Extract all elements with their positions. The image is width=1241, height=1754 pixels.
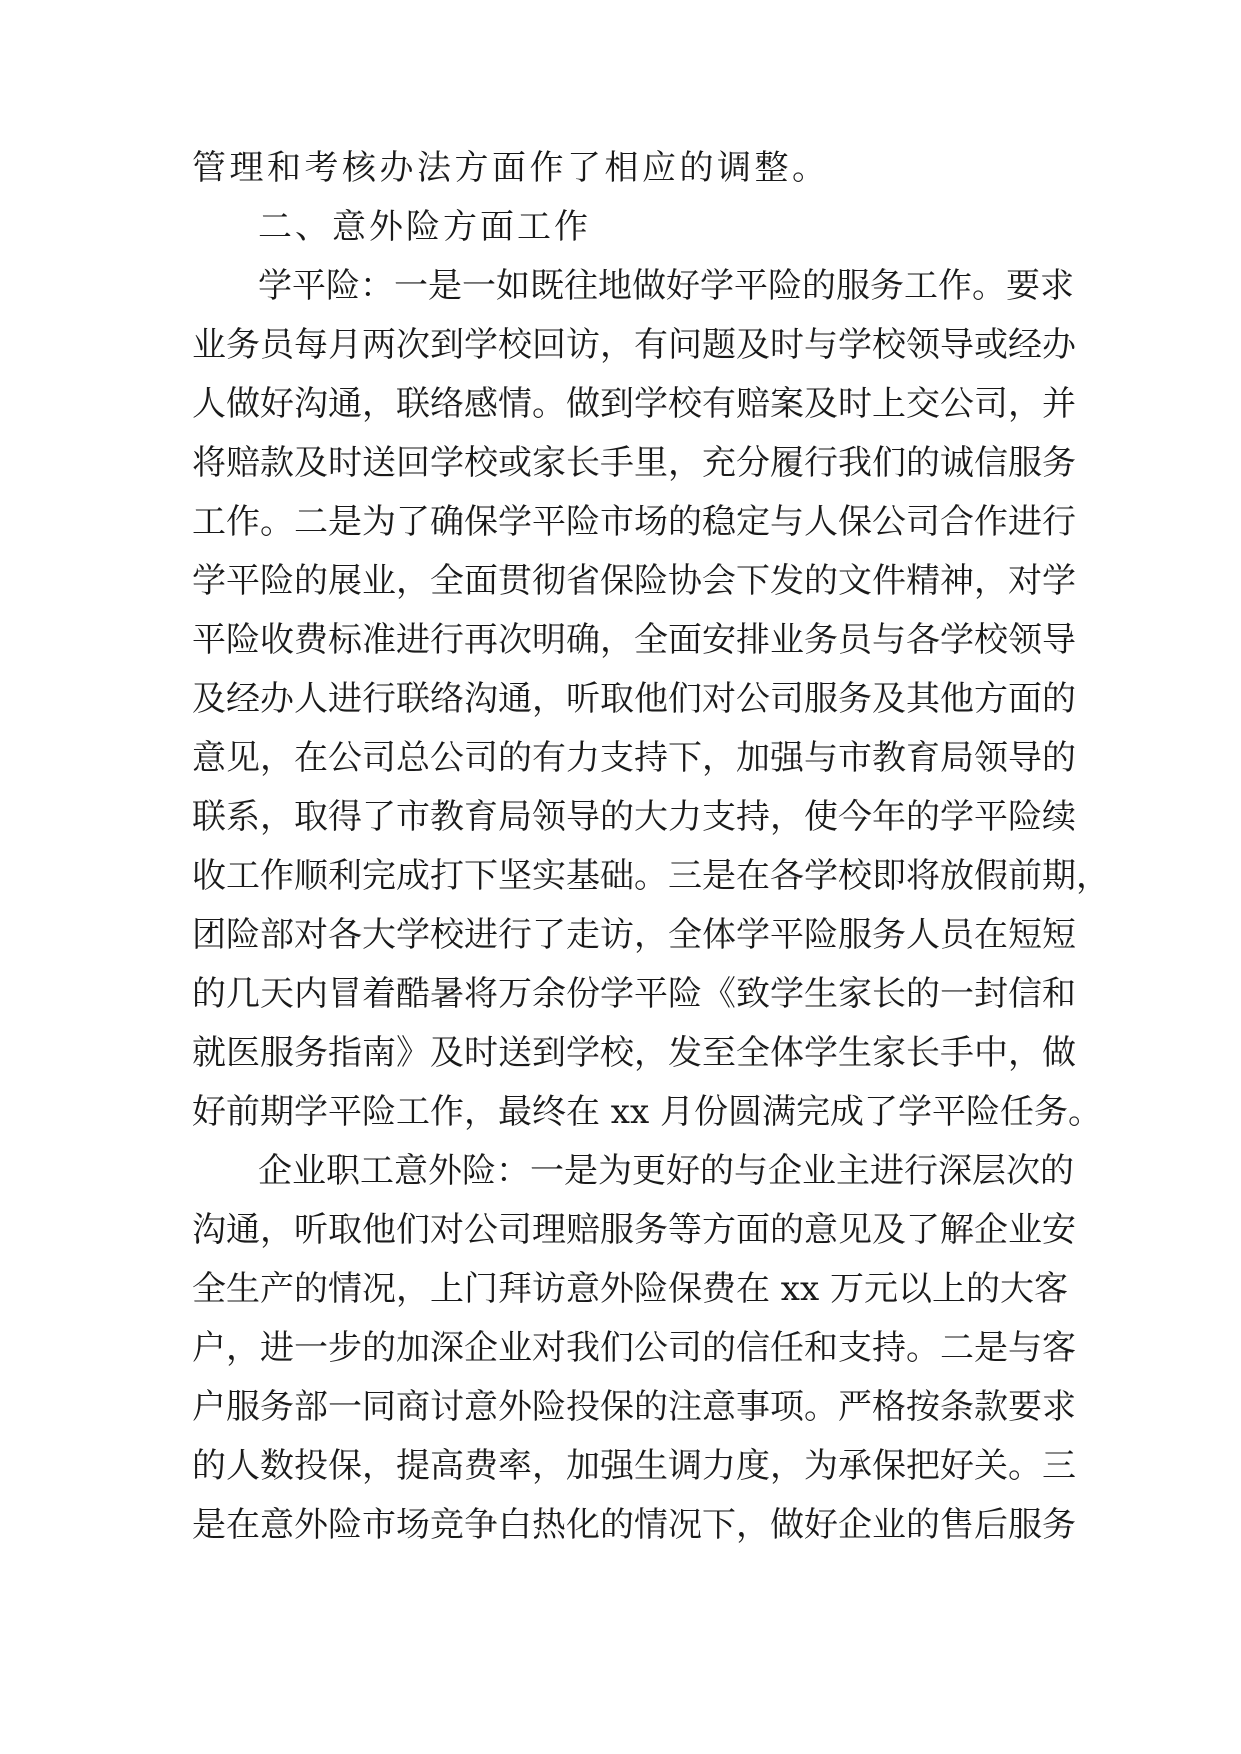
text-line: 业务员每月两次到学校回访，有问题及时与学校领导或经办 <box>192 325 1076 365</box>
text-line: 团险部对各大学校进行了走访，全体学平险服务人员在短短 <box>192 915 1076 955</box>
text-line: 是在意外险市场竞争白热化的情况下，做好企业的售后服务 <box>192 1505 1076 1545</box>
text-line: 全生产的情况，上门拜访意外险保费在 xx 万元以上的大客 <box>192 1269 1068 1309</box>
text-line: 收工作顺利完成打下坚实基础。三是在各学校即将放假前期， <box>192 856 1110 896</box>
document-body <box>192 148 1110 1567</box>
section-heading: 二、意外险方面工作 <box>258 207 591 247</box>
text-line: 学平险的展业，全面贯彻省保险协会下发的文件精神，对学 <box>192 561 1076 601</box>
text-line: 好前期学平险工作，最终在 xx 月份圆满完成了学平险任务。 <box>192 1092 1102 1132</box>
text-line: 就医服务指南》及时送到学校，发至全体学生家长手中，做 <box>192 1033 1076 1073</box>
text-line: 将赔款及时送回学校或家长手里，充分履行我们的诚信服务 <box>192 443 1076 483</box>
text-line: 工作。二是为了确保学平险市场的稳定与人保公司合作进行 <box>192 502 1076 542</box>
text-line: 的几天内冒着酷暑将万余份学平险《致学生家长的一封信和 <box>192 974 1076 1014</box>
text-line: 意见，在公司总公司的有力支持下，加强与市教育局领导的 <box>192 738 1076 778</box>
paragraph-first-line: 学平险：一是一如既往地做好学平险的服务工作。要求 <box>258 266 1074 306</box>
text-line: 及经办人进行联络沟通，听取他们对公司服务及其他方面的 <box>192 679 1076 719</box>
text-line: 平险收费标准进行再次明确，全面安排业务员与各学校领导 <box>192 620 1076 660</box>
text-line: 沟通，听取他们对公司理赔服务等方面的意见及了解企业安 <box>192 1210 1076 1250</box>
text-line: 人做好沟通，联络感情。做到学校有赔案及时上交公司，并 <box>192 384 1076 424</box>
text-line: 的人数投保，提高费率，加强生调力度，为承保把好关。三 <box>192 1446 1076 1486</box>
text-line: 联系，取得了市教育局领导的大力支持，使今年的学平险续 <box>192 797 1076 837</box>
paragraph-first-line: 企业职工意外险：一是为更好的与企业主进行深层次的 <box>258 1151 1074 1191</box>
text-line: 管理和考核办法方面作了相应的调整。 <box>192 148 830 188</box>
text-line: 户，进一步的加深企业对我们公司的信任和支持。二是与客 <box>192 1328 1076 1368</box>
text-line: 户服务部一同商讨意外险投保的注意事项。严格按条款要求 <box>192 1387 1076 1427</box>
